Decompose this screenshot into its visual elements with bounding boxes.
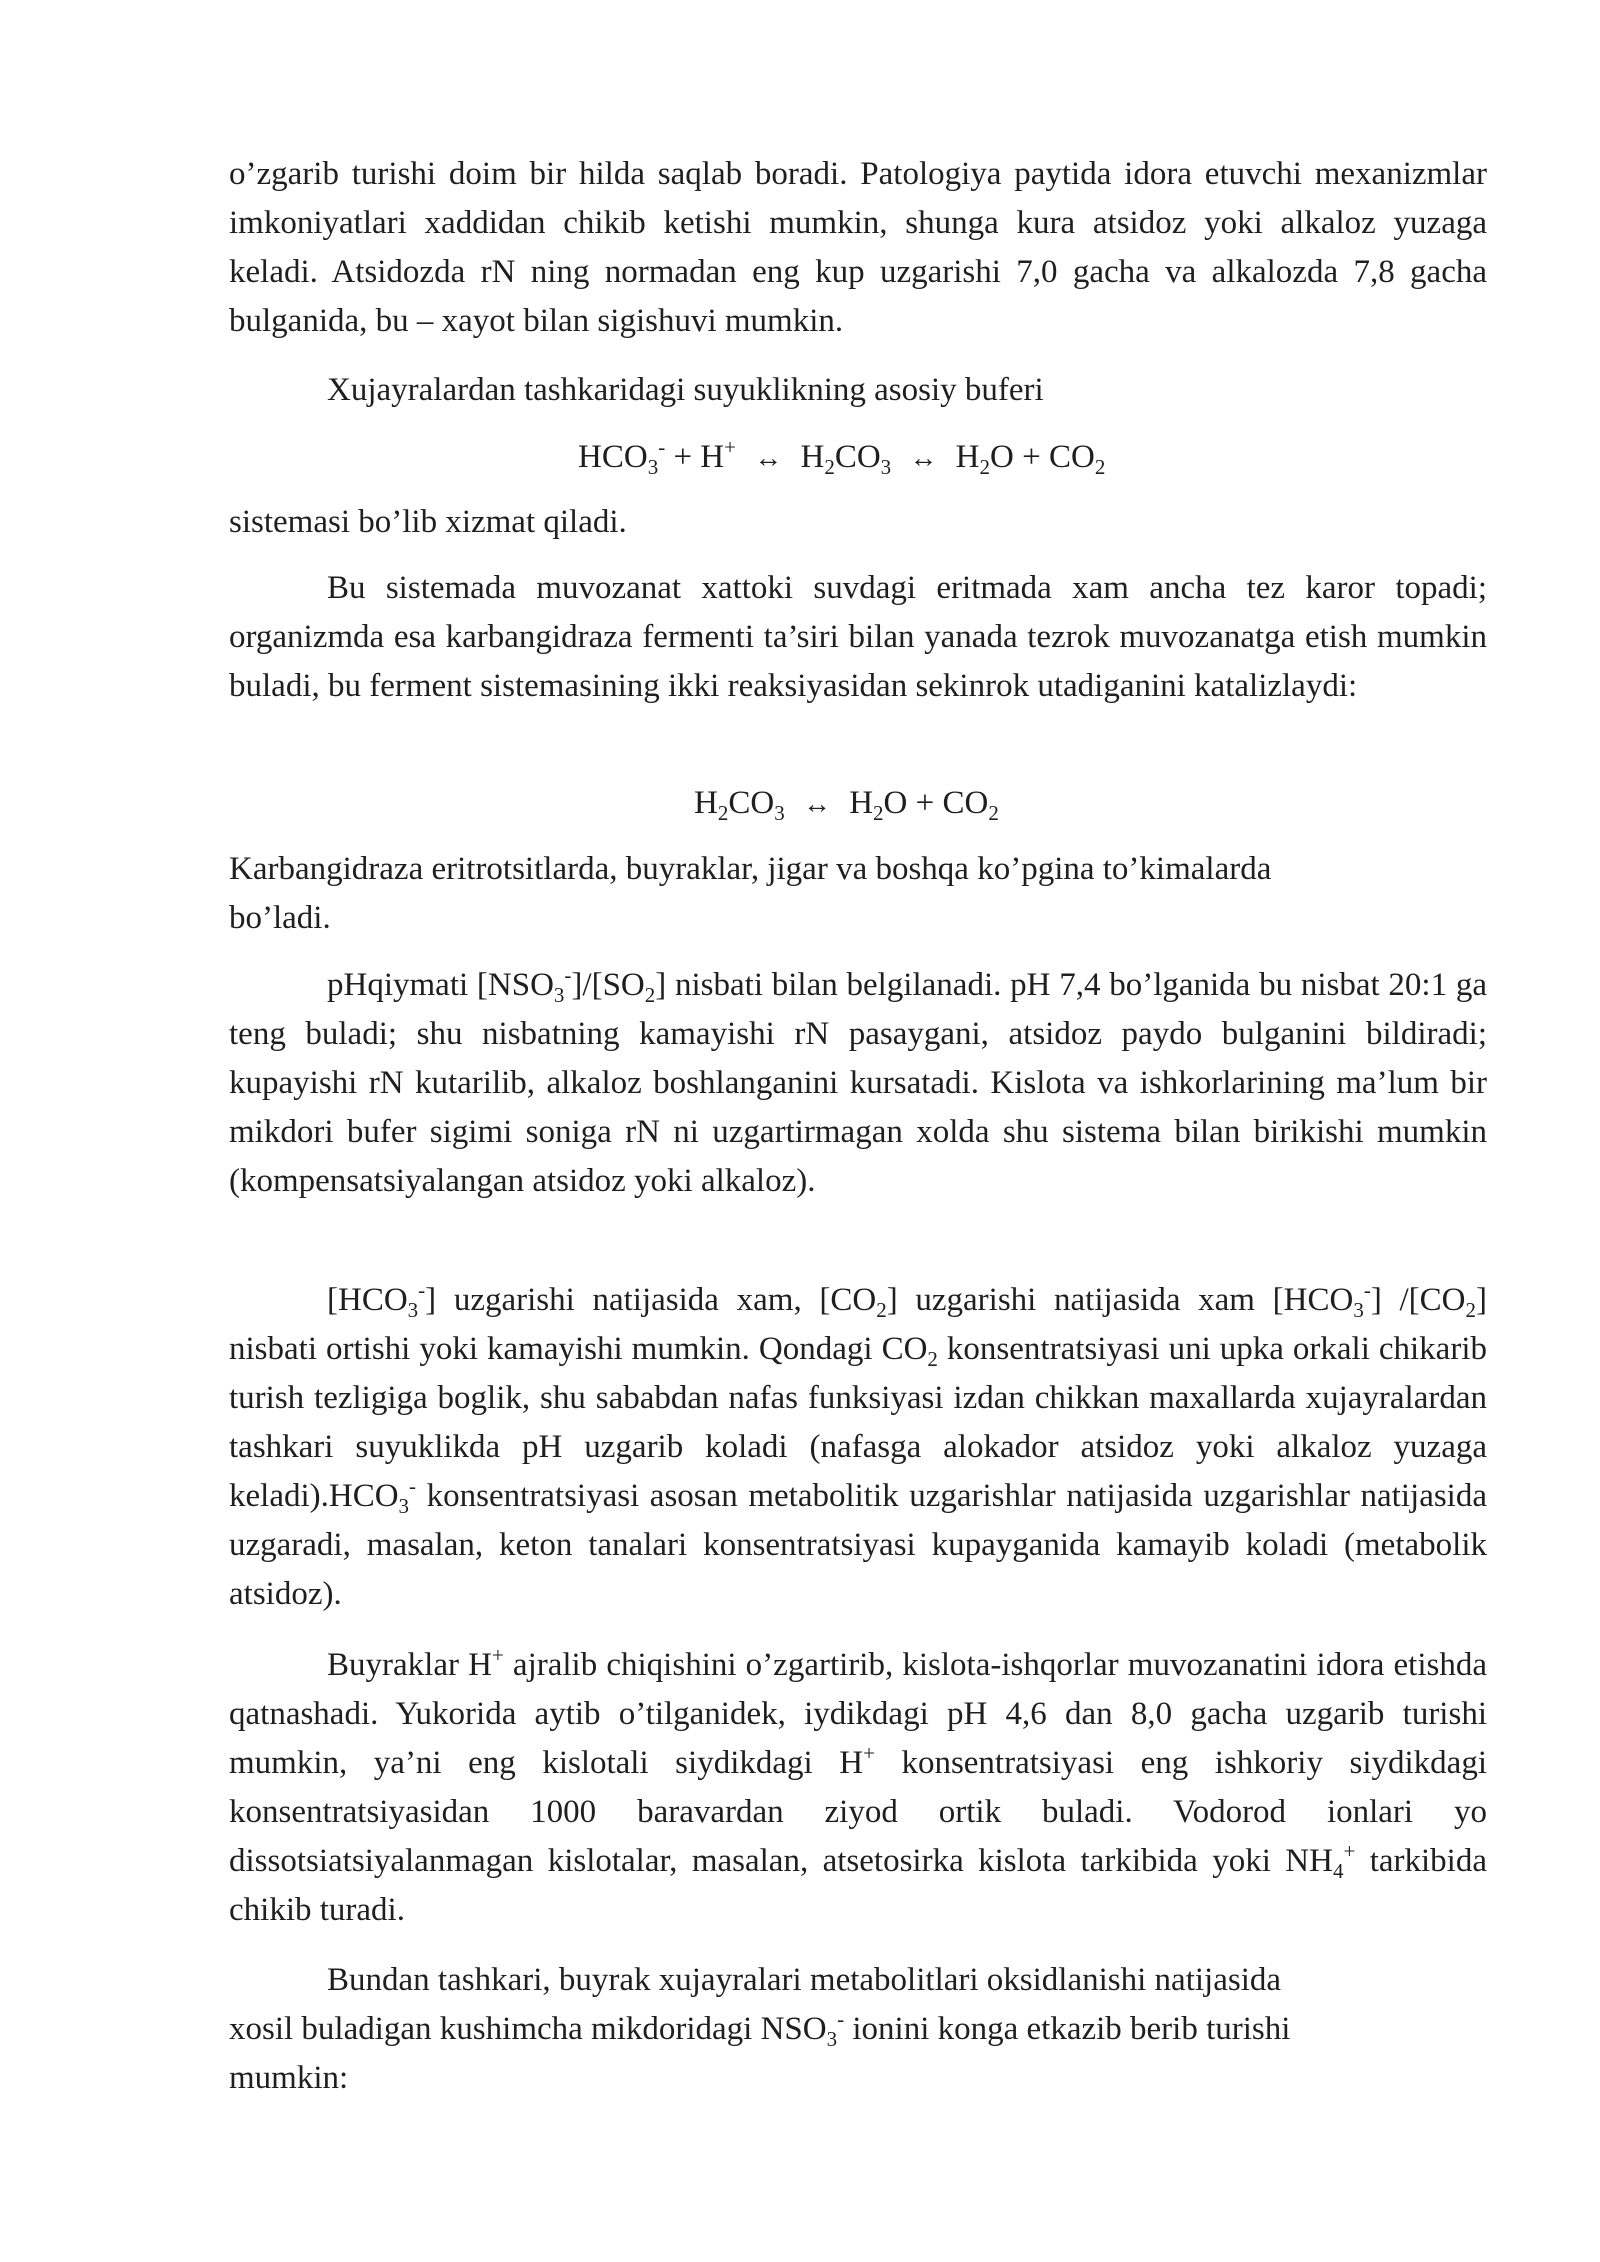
paragraph-ph-ratio: pHqiymati $[NSO_3^-]/[SO_2]$ nisbati bilan belgilanadi. pH 7,4 bo’lganida bu nisbat 20:1 ga teng buladi; shu nisbatning kamayishi rN pasaygani, atsidoz paydo bulganini bildiradi; kupayishi rN kutarilib, alkaloz boshlanganini kursatadi. Kislota va ishkorlarining ma’lum bir mikdori bufer sigimi soniga rN ni uzgartirmagan xolda shu sistema bilan birikishi mumkin (kompensatsiyalangan atsidoz yoki alkaloz). xyxy=(229,963,1487,1199)
equilibrium-arrow-icon: ↔ xyxy=(909,443,938,474)
paragraph-buffer-intro: Xujayralardan tashkaridagi suyuklikning asosiy buferi xyxy=(327,372,1044,408)
equilibrium-arrow-icon: ↔ xyxy=(802,789,831,820)
paragraph-hco3-changes: $[HCO_3^-]$ uzgarishi natijasida xam, $[CO_2]$ uzgarishi natijasida xam $[HCO_3^-]$ $/[CO_2]$ nisbati ortishi yoki kamayishi mumkin. Qondagi $CO_2$ konsentratsiyasi uni upka orkali chikarib turish tezligiga boglik, shu sababdan nafas funksiyasi izdan chikkan maxallarda xujayralardan tashkari suyuklikda pH uzgarib koladi (nafasga alokador atsidoz yoki alkaloz yuzaga $keladi).HCO_3^-$ konsentratsiyasi asosan metabolitik uzgarishlar natijasida uzgarishlar natijasida uzgaradi, masalan, keton tanalari konsentratsiyasi kupayganida kamayib koladi (metabolik atsidoz). xyxy=(229,1278,1487,1612)
paragraph-carbonic-anhydrase: Karbangidraza eritrotsitlarda, buyraklar, jigar va boshqa ko’pgina to’kimalarda bo’ladi. xyxy=(229,851,1272,936)
paragraph-metabolites: Bundan tashkari, buyrak xujayralari metabolitlari oksidlanishi natijasida xosil buladigan kushimcha mikdoridagi $NSO_3^-$ ionini konga etkazib berib turishi mumkin: xyxy=(229,1962,1291,2096)
paragraph-equilibrium: Bu sistemada muvozanat xattoki suvdagi eritmada xam ancha tez karor topadi; organizmda esa karbangidraza fermenti ta’siri bilan yanada tezrok muvozanatga etish mumkin buladi, bu ferment sistemasining ikki reaksiyasidan sekinrok utadiganini katalizlaydi: xyxy=(229,570,1487,704)
equation-carbonic-acid: $H_2CO_3$ ↔ $H_2O + CO_2$ xyxy=(694,779,999,829)
equation-bicarbonate-buffer: $HCO_3^- + H^+$ ↔ $H_2CO_3$ ↔ $H_2O + CO_2$ xyxy=(578,433,1105,483)
equilibrium-arrow-icon: ↔ xyxy=(754,443,783,474)
paragraph-kidneys: Buyraklar H+ ajralib chiqishini o’zgartirib, kislota-ishqorlar muvozanatini idora etishda qatnashadi. Yukorida aytib o’tilganidek, iydikdagi pH 4,6 dan 8,0 gacha uzgarib turishi mumkin, ya’ni eng kislotali siydikdagi H+ konsentratsiyasi eng ishkoriy siydikdagi konsentratsiyasidan 1000 baravardan ziyod ortik buladi. Vodorod ionlari yo dissotsiatsiyalanmagan kislotalar, masalan, atsetosirka kislota tarkibida yoki $NH_4^+$ tarkibida chikib turadi. xyxy=(229,1643,1487,1928)
paragraph-intro: o’zgarib turishi doim bir hilda saqlab boradi. Patologiya paytida idora etuvchi mexanizmlar imkoniyatlari xaddidan chikib ketishi mumkin, shunga kura atsidoz yoki alkaloz yuzaga keladi. Atsidozda rN ning normadan eng kup uzgarishi 7,0 gacha va alkalozda 7,8 gacha bulganida, bu – xayot bilan sigishuvi mumkin. xyxy=(229,156,1487,339)
paragraph-system-role: sistemasi bo’lib xizmat qiladi. xyxy=(229,504,627,540)
